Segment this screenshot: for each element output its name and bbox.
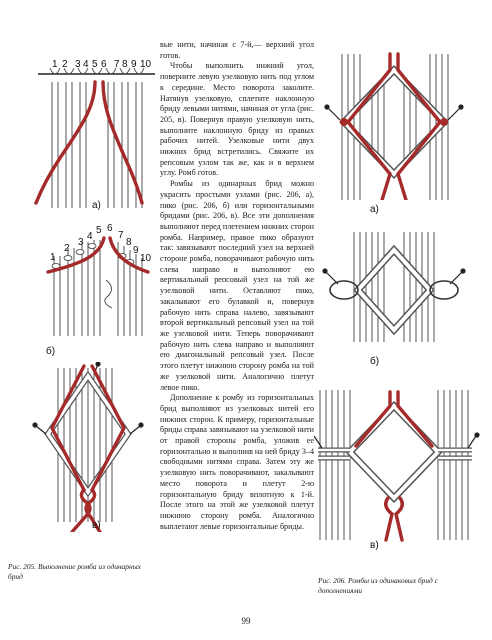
thread-number-b-7: 7 xyxy=(118,230,124,241)
figure-206b-label: б) xyxy=(370,356,380,367)
figure-205c-drawing xyxy=(0,362,160,532)
figure-206c-drawing xyxy=(314,390,492,550)
thread-number-b-9: 9 xyxy=(133,245,139,256)
thread-number-a-7: 7 xyxy=(114,59,120,70)
figure-206c-label: в) xyxy=(370,540,379,551)
thread-number-a-6: 6 xyxy=(101,59,107,70)
figure-205a-label: а) xyxy=(92,200,101,211)
figure-205a-drawing xyxy=(0,68,160,218)
thread-number-b-1: 1 xyxy=(50,252,56,263)
thread-number-b-3: 3 xyxy=(78,237,84,248)
thread-number-a-3: 3 xyxy=(75,59,81,70)
thread-number-a-1: 1 xyxy=(52,59,58,70)
thread-number-a-9: 9 xyxy=(131,59,137,70)
page-number: 99 xyxy=(241,616,251,626)
thread-number-b-4: 4 xyxy=(87,231,93,242)
figure-206a-label: а) xyxy=(370,204,379,215)
figure-206-caption: Рис. 206. Ромбы из одинаковых брид с дополнениями xyxy=(318,576,438,595)
thread-number-b-2: 2 xyxy=(64,243,70,254)
body-paragraph: Ромбы из одинарных брид можно украсить простыми узлами (рис. 206, а), пико (рис. 206, б) или горизонтальными бридами (рис. 206, в). Все эти дополнения выполняют перед плетением нижних сторон ромба. Например, правое пико образуют так: завязывают последний узел на верхней стороне ромба, поворачивают рабочую нить слева направо и выполняют ею вертикальный репсовый узел на той же узелковой нити. Оставляют пико, закалывают его булавкой и, повернув рабочую нить справа налево, завязывают второй вертикальный репсовый узел на той же узелковой нити. Теперь поворачивают рабочую нить слева направо и выполняют ею диагональный репсовый узел. После этого плетут нижнюю сторону ромба на той же узелковой нити. Аналогично плетут левое пико. xyxy=(160,179,314,392)
thread-number-a-10: 10 xyxy=(140,59,152,70)
figure-205c-label: в) xyxy=(92,520,101,531)
thread-number-a-5: 5 xyxy=(92,59,98,70)
thread-number-b-8: 8 xyxy=(126,237,132,248)
figure-206a-drawing xyxy=(314,50,492,200)
thread-number-a-4: 4 xyxy=(83,59,89,70)
thread-number-b-10: 10 xyxy=(140,253,152,264)
figure-205b-label: б) xyxy=(46,346,56,357)
thread-number-a-8: 8 xyxy=(122,59,128,70)
thread-number-b-5: 5 xyxy=(96,225,102,236)
figure-206b-drawing xyxy=(314,232,492,352)
body-text xyxy=(160,40,314,532)
figure-205b-drawing xyxy=(0,236,160,346)
figure-205 xyxy=(0,0,160,600)
body-paragraph: Дополнение к ромбу из горизонтальных брид выполняют из узелковых нитей его нижних сторон. К примеру, горизонтальные бриды справа завязывают на узелковой нити от правой стороны ромба, уложив ее горизонтально и выполнив на ней бриду 3–4 свободными нитями справа. Затем эту же узелковую нить поворачивают, закалывают место поворота и плетут 2-ю горизонтальную бриду вплотную к 1-й. После этого на этой же узелковой плетут нижнюю сторону ромба. Аналогично выплетают левые горизонтальные бриды. xyxy=(160,393,314,531)
thread-number-a-2: 2 xyxy=(62,59,68,70)
thread-number-b-6: 6 xyxy=(107,223,113,234)
body-paragraph: Чтобы выполнить нижний угол, поверните левую узелковую нить под углом к середине. Место поворота заколите. Натянув узелковую, сплетите наклонную бриду левыми нитями, начиная от угла (рис. 205, в). Повернув правую узелковую нить, выполните наклонную бриду из правых рабочих нитей. Узелковые нити двух нижних брид встретились. Свяжите их репсовым узлом так же, как и в верхнем углу. Ромб готов. xyxy=(160,61,314,178)
body-paragraph: вые нити, начиная с 7-й,— верхний угол готов. xyxy=(160,40,314,60)
figure-206 xyxy=(314,0,492,600)
figure-205-caption: Рис. 205. Выполнение ромба из одинарных брид xyxy=(8,562,141,581)
